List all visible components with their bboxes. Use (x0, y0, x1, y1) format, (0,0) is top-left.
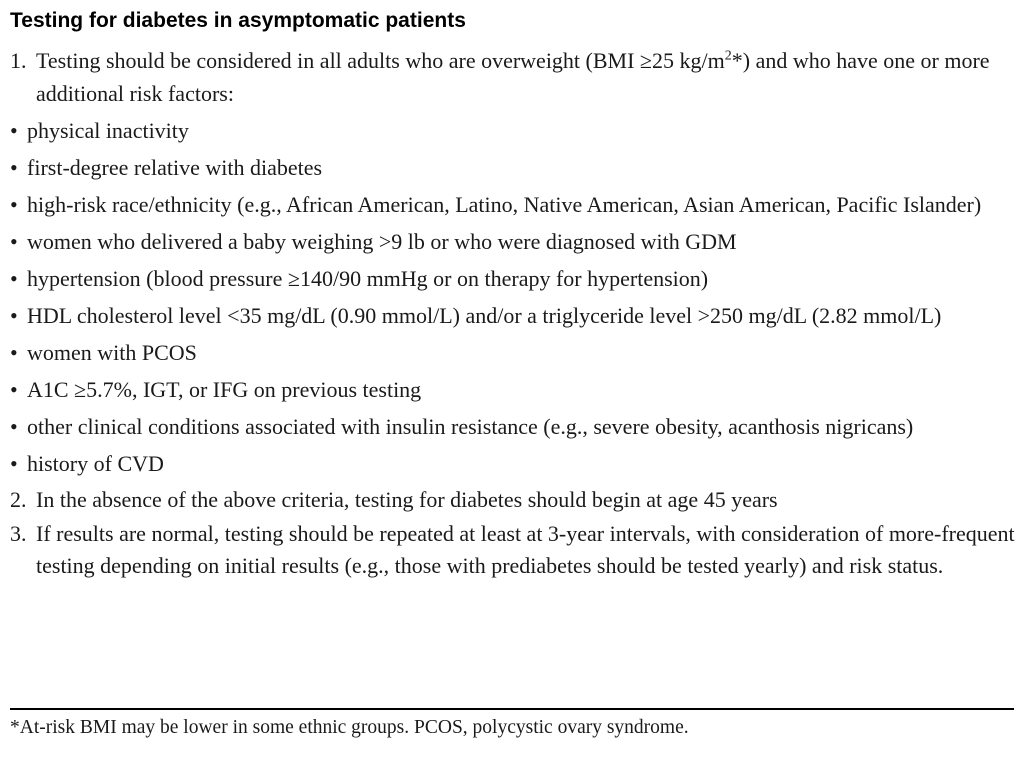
bullet-icon: • (10, 228, 18, 254)
bullet-icon: • (10, 191, 18, 217)
list-item: • history of CVD (10, 448, 1016, 481)
bullet-icon: • (10, 339, 18, 365)
page-title: Testing for diabetes in asymptomatic patients (10, 9, 466, 32)
list-item: • physical inactivity (10, 115, 1016, 148)
list-item-1 (10, 45, 1016, 110)
bullet-icon: • (10, 265, 18, 291)
divider (10, 708, 1014, 710)
footnote: *At-risk BMI may be lower in some ethnic groups. PCOS, polycystic ovary syndrome. (10, 717, 689, 738)
list-item-3 (10, 518, 1016, 583)
list-item: • HDL cholesterol level <35 mg/dL (0.90 mmol/L) and/or a triglyceride level >250 mg/dL (2.82 mmol/L) (10, 300, 1016, 333)
list-item: • high-risk race/ethnicity (e.g., African American, Latino, Native American, Asian American, Pacific Islander) (10, 189, 1016, 222)
item-text: In the absence of the above criteria, testing for diabetes should begin at age 45 years (36, 487, 778, 512)
list-item: • first-degree relative with diabetes (10, 152, 1016, 185)
list-item: • other clinical conditions associated with insulin resistance (e.g., severe obesity, acanthosis nigricans) (10, 411, 1016, 444)
risk-factor-list (10, 115, 1016, 481)
item-number: 3. (10, 520, 27, 546)
bullet-icon: • (10, 413, 18, 439)
bullet-icon: • (10, 154, 18, 180)
list-item: • women with PCOS (10, 337, 1016, 370)
guideline-list (10, 45, 1016, 583)
item-number: 1. (10, 48, 27, 73)
list-item: • women who delivered a baby weighing >9 lb or who were diagnosed with GDM (10, 226, 1016, 259)
item-number: 2. (10, 487, 27, 512)
item-text: If results are normal, testing should be repeated at least at 3-year intervals, with consideration of more-frequent testing depending on initial results (e.g., those with prediabetes should be tested yearly) and risk status. (36, 520, 1015, 578)
list-item-2 (10, 484, 1016, 517)
list-item: • A1C ≥5.7%, IGT, or IFG on previous testing (10, 374, 1016, 407)
bullet-icon: • (10, 117, 18, 143)
bullet-icon: • (10, 450, 18, 476)
bullet-icon: • (10, 302, 18, 328)
item-text: Testing should be considered in all adults who are overweight (BMI ≥25 kg/m (36, 48, 725, 73)
bullet-icon: • (10, 376, 18, 402)
superscript: 2 (724, 48, 732, 64)
list-item: • hypertension (blood pressure ≥140/90 mmHg or on therapy for hypertension) (10, 263, 1016, 296)
item-text-continued: *) and who have one or more additional risk factors: (36, 48, 990, 106)
